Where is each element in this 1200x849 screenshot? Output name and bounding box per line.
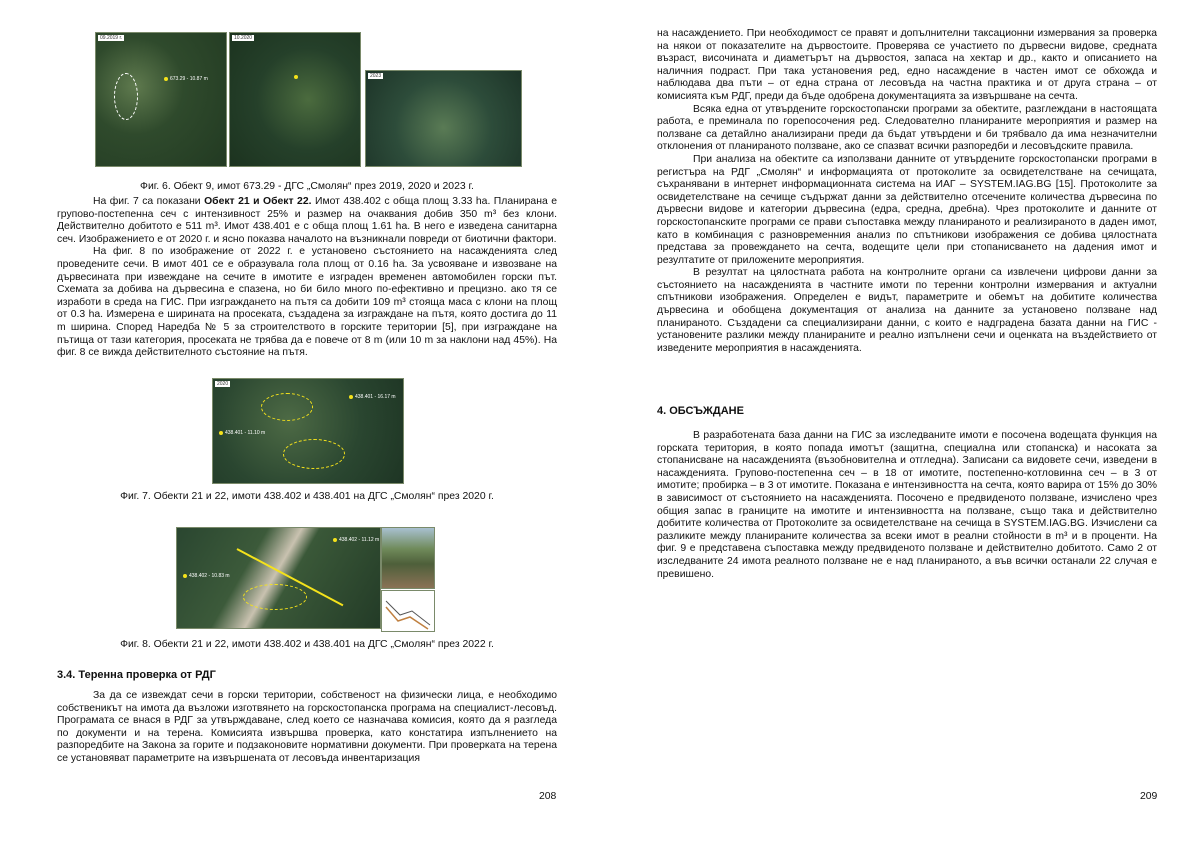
bold-objects: Обект 21 и Обект 22. — [204, 196, 312, 207]
road-profile-sketch — [382, 591, 434, 631]
section-heading: 3.4. Теренна проверка от РДГ — [57, 669, 216, 681]
location-pin — [219, 431, 223, 435]
figure-6 — [95, 30, 525, 170]
page-number: 209 — [1140, 791, 1158, 802]
paragraph: на насаждението. При необходимост се правят и допълнителни таксационни измервания за проверка на някои от показателите на дървостоите. Проверява се участието по дървесни видове, средната възраст, височината и диаметърът на дървостоя, запаса на хектар и др., както и описанието на наличния подраст. При така установения ред, едно насаждение в частен имот се обхожда и наблюдава два пъти – от една страна от лесовъда на частна практика и от друга страна – от комисията към РДГ, преди да бъде одобрена документацията за извършване на сечта. — [657, 28, 1157, 102]
figure-8-caption: Фиг. 8. Обекти 21 и 22, имоти 438.402 и 438.401 на ДГС „Смолян“ през 2022 г. — [120, 639, 494, 650]
pin-label: 438.401 - 11.10 m — [225, 430, 266, 436]
figure-7-satellite-image — [212, 378, 404, 484]
paragraph: Всяка една от утвърдените горскостопански програми за обектите, разглеждани в настоящата работа, е преминала по горепосочения ред. Следователно планираните мероприятия и размер на ползване са детайлно анализирани преди да бъдат утвърдени и би трябвало да има незначителни отклонения от планираното ползване, ако се спазват всички разпоредби и лесовъдските правила. — [657, 103, 1157, 153]
section-heading: 4. ОБСЪЖДАНЕ — [657, 405, 744, 417]
location-pin — [349, 395, 353, 399]
figure-8-road-photo — [381, 527, 435, 589]
pin-label: 438.402 - 11.12 m — [339, 537, 380, 543]
location-pin — [333, 538, 337, 542]
image-label: 2023 — [370, 73, 382, 79]
paragraph: На фиг. 7 са показани Обект 21 и Обект 22. Имот 438.402 с обща площ 3.33 ha. Планирана е групово-постепенна сеч с интензивност 25% и размер на очаквания добив 350 m³ без клони. Действително добитото е 511 m³. Имот 438.401 е с обща площ 1.61 ha. В него е изведена санитарна сеч. Изображението е от 2020 г. и ясно показва началото на възникнали повреди от биотични фактори. — [57, 196, 557, 245]
figure-7-caption: Фиг. 7. Обекти 21 и 22, имоти 438.402 и 438.401 на ДГС „Смолян“ през 2020 г. — [120, 491, 494, 502]
location-pin — [164, 77, 168, 81]
figure-8-road-sketch — [381, 590, 435, 632]
right-body-bottom — [657, 430, 1157, 581]
image-label: 09.2019 г. — [100, 35, 123, 41]
satellite-image-2023 — [365, 70, 522, 167]
satellite-image-2019 — [95, 32, 227, 167]
paragraph: При анализа на обектите са използвани данните от утвърдените горскостопански програми в регистъра на РДГ „Смолян“ и информацията от протоколите за освидетелстване на сечищата, съхранявани в интернет информационната система на ИАГ – SYSTEM.IAG.BG [15]. Протоколите за освидетелстване на сечище съдържат данни за действително отсечените количества дървесина по дървесни видове и категории дървесина (едра, средна, дребна). Чрез протоколите и данните от горскостопанските програми се прави съпоставка между планираното и реализираното в даден имот, като в комбинация с разновременния анализ по спътникови изображения се добива цялостната представа за провеждането на сечта, водещите цели при стопанисването на дадения имот и резултатите от приложените мероприятия. — [657, 153, 1157, 266]
pin-label: 438.401 - 16.17 m — [355, 394, 396, 400]
figure-8-satellite-image — [176, 527, 381, 629]
figure-6-caption: Фиг. 6. Обект 9, имот 673.29 - ДГС „Смолян“ през 2019, 2020 и 2023 г. — [140, 181, 474, 192]
right-body-top — [657, 28, 1157, 355]
page-number: 208 — [539, 791, 557, 802]
location-pin — [183, 574, 187, 578]
paragraph: В разработената база данни на ГИС за изследваните имоти е посочена водещата функция на горската територия, в която попада имотът (защитна, специална или стопанска) и насоката за стопанисване на насажденията (възобновителна и отгледна). Записани са видовете сечи, изведени в насажденията. Групово-постепенна сеч – в 18 от имотите, постепенно-котловинна сеч – в 3 от имотите; пробирка – в 3 от имотите. Показана е интензивността на сечта, която варира от 15% до 30% в зависимост от състоянието на насажденията. Посочено е предвиденото ползване, изчислено чрез общия запас в границите на имотите и интензивността на ползване, също така и действително добитите количества от Протоколите за освидетелстване на сечища в SYSTEM.IAG.BG. Изчислени са разликите между планираните количества за всеки имот в реални стойности в m³ и в проценти. На фиг. 9 е представена съпоставка между предвиденото ползване и действително добитото. Само 2 от изследваните 24 имота реалното ползване не е над планираното, а във всички останали 22 случая е превишено. — [657, 430, 1157, 580]
pin-label: 438.402 - 10.83 m — [189, 573, 230, 579]
cut-area-outline — [243, 584, 307, 610]
paragraph: За да се извеждат сечи в горски територии, собственост на физически лица, е необходимо собственикът на имота да възложи изготвянето на горскостопанска програма на специалист-лесовъд. Програмата се внася в РДГ за утвърждаване, след което се назначава комисия, която да я разгледа по документи и на терена. Комисията извършва проверка, като констатира изпълнението на разпоредбите на Закона за горите и подзаконовите нормативни документи. При проверката на терена се установяват параметрите на извършената от лесовъда инвентаризация — [57, 690, 557, 764]
image-label: 10.2020 — [234, 35, 253, 41]
paragraph: В резултат на цялостната работа на контролните органи са извлечени цифрови данни за състоянието на насажденията в частните имоти по теренни контролни измервания и актуални спътникови изображения. Определен е видът, параметрите и обемът на добитите количества дървесина и обобщена документация от анализа на данните за установено ползване над планираното. Създадени са специализирани данни, с които е надградена базата данни на ГИС - установените разлики между планираните и реално изпълнени сечи и оценката на въздействието от изведените мероприятия в насажденията. — [657, 267, 1157, 354]
left-body-top — [57, 196, 557, 360]
cut-area-outline — [283, 439, 345, 469]
cut-area-outline — [114, 73, 138, 120]
location-pin — [294, 75, 298, 79]
paragraph: На фиг. 8 по изображение от 2022 г. е установено състоянието на насажденията след проведените сечи. В имот 401 се е образувала гола площ от 0.16 ha. За усвояване и извозване на дървесината при извеждане на сечите в имотите е изграден временен автомобилен горски път. Схемата за добива на дървесина е спазена, но би било много по-ефективно и прецизно. ако тя се изработи в среда на ГИС. При изграждането на пътя са добити 109 m³ стояща маса с клони на площ от 0.3 ha. Измерена е ширината на просеката, създадена за изграждане на пътя, която достига до 11 m ширина. Според Наредба № 5 за строителството в горските територии [5], при изграждане на пътища от тази категория, просеката не трябва да е повече от 8 m (или 10 m за наклони над 45%). На фиг. 8 се вижда действителното състояние на пътя. — [57, 246, 557, 359]
satellite-image-2020 — [229, 32, 361, 167]
left-body-bottom — [57, 690, 557, 766]
right-page — [600, 0, 1200, 849]
pin-label: 673.29 - 10.87 m — [170, 76, 208, 82]
cut-area-outline — [261, 393, 313, 421]
image-label: 2020 — [217, 381, 229, 387]
